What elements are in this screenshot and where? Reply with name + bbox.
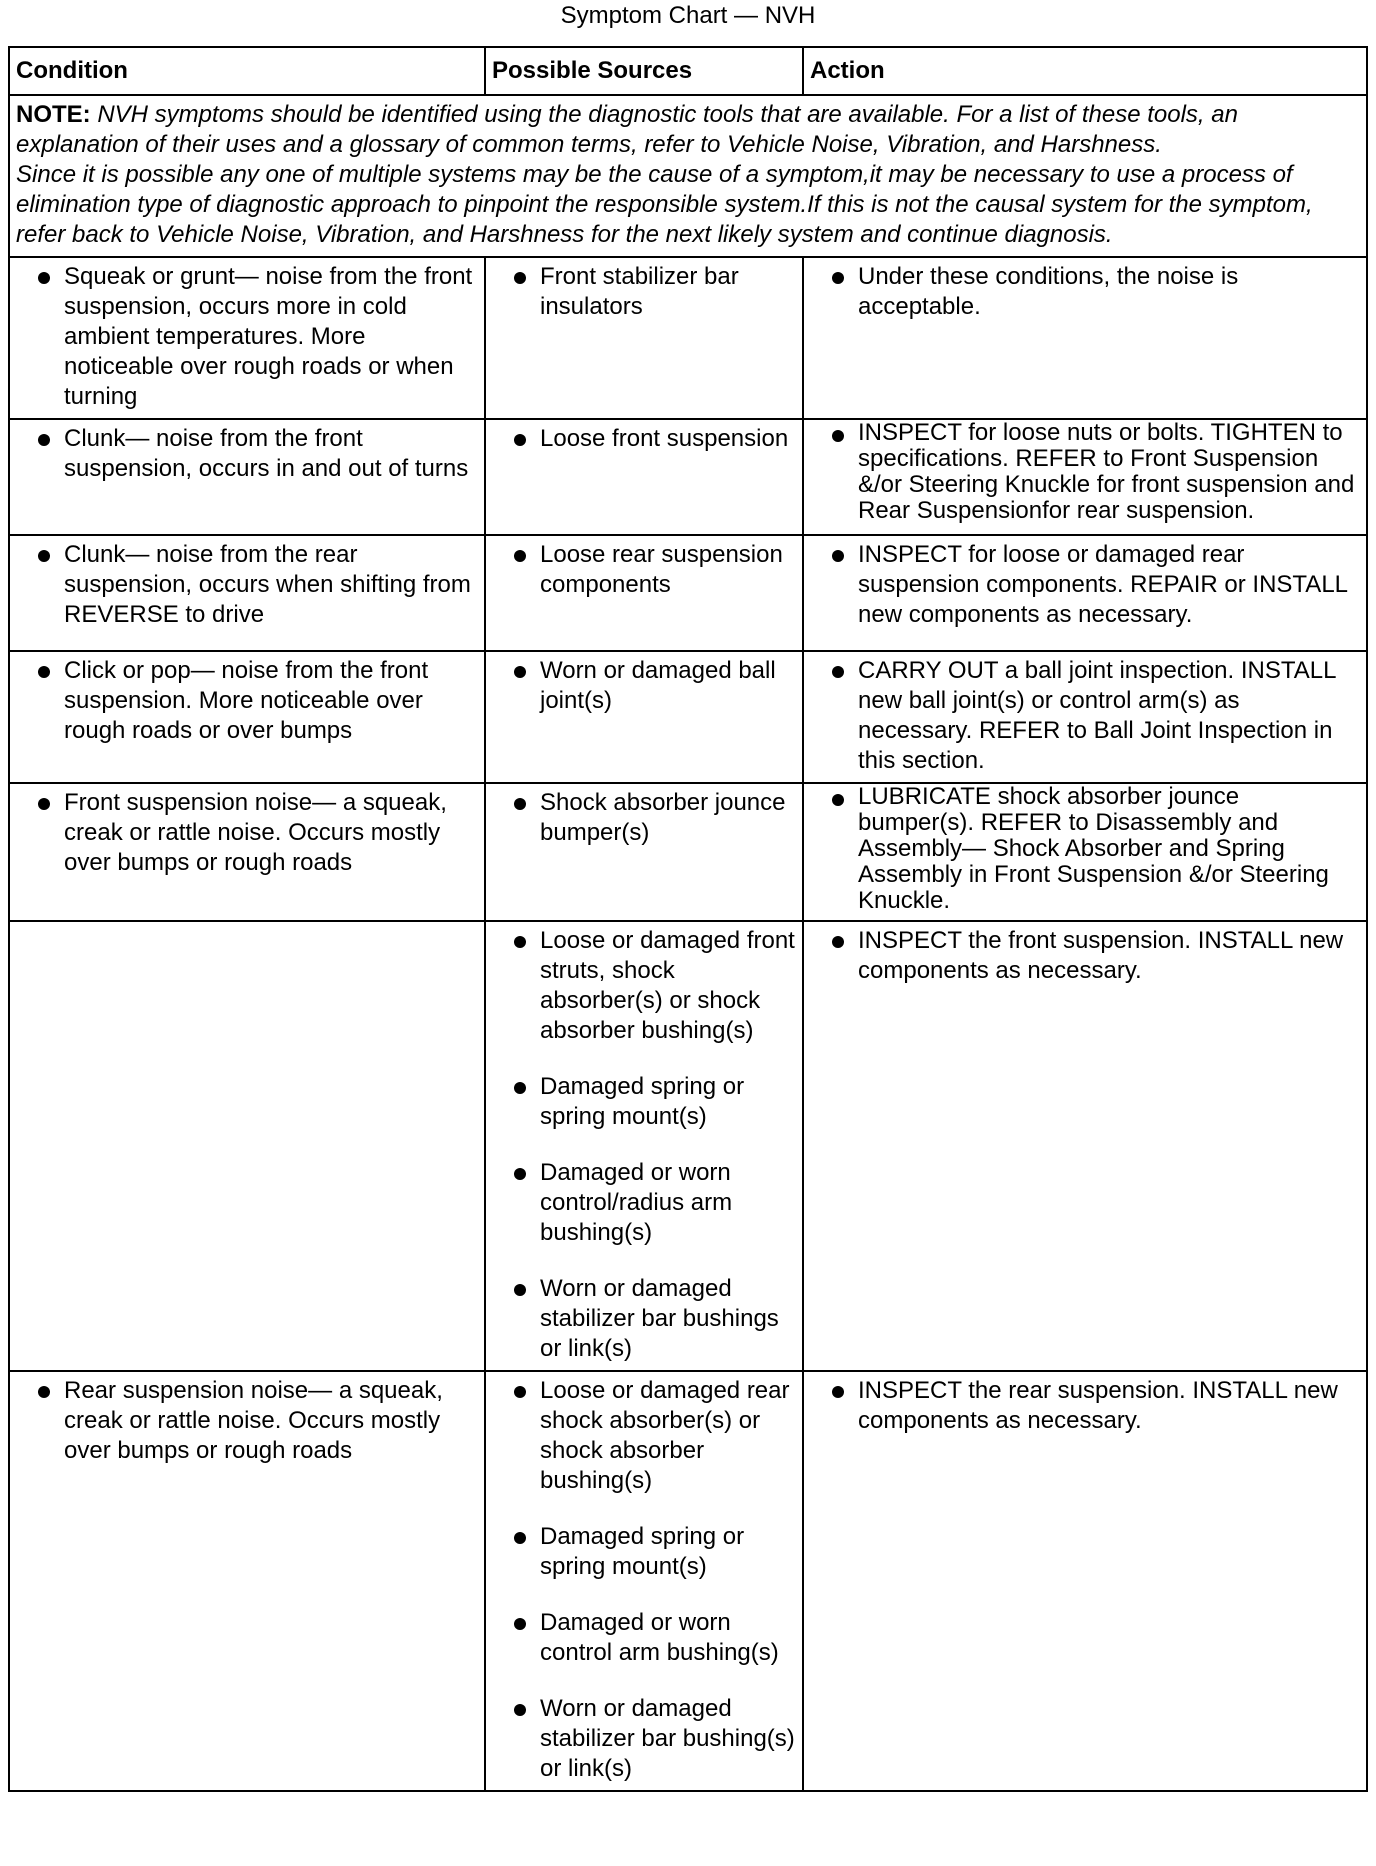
condition-item: Squeak or grunt— noise from the front suspension, occurs more in cold ambient temperatures. More noticeable over rough roads or when turning xyxy=(16,262,478,412)
action-cell xyxy=(803,535,1367,651)
table-row xyxy=(9,535,1367,651)
source-item: Front stabilizer bar insulators xyxy=(492,262,796,322)
source-item: Damaged spring or spring mount(s) xyxy=(492,1522,796,1582)
action-cell xyxy=(803,651,1367,783)
note-row xyxy=(9,95,1367,257)
note-label: NOTE: xyxy=(16,101,91,128)
note-text-1: NVH symptoms should be identified using the diagnostic tools that are available. For a list of these tools, an explanation of their uses and a glossary of common terms, refer to Vehicle Noise, Vibration, and Harshness. xyxy=(16,101,1238,158)
table-row xyxy=(9,1371,1367,1791)
condition-item: Clunk— noise from the rear suspension, occurs when shifting from REVERSE to drive xyxy=(16,540,478,630)
action-item: INSPECT the front suspension. INSTALL new components as necessary. xyxy=(810,926,1360,986)
condition-item: Click or pop— noise from the front suspension. More noticeable over rough roads or over bumps xyxy=(16,656,478,746)
action-cell xyxy=(803,419,1367,535)
condition-cell xyxy=(9,783,485,921)
action-cell xyxy=(803,921,1367,1371)
condition-cell xyxy=(9,257,485,419)
source-item: Loose front suspension xyxy=(492,424,796,454)
source-item: Damaged or worn control/radius arm bushing(s) xyxy=(492,1158,796,1248)
action-cell xyxy=(803,257,1367,419)
header-condition: Condition xyxy=(9,47,485,95)
note-text-2: Since it is possible any one of multiple systems may be the cause of a symptom,it may be necessary to use a process of elimination type of diagnostic approach to pinpoint the responsible system.If this is not the causal system for the symptom, refer back to Vehicle Noise, Vibration, and Harshness for the next likely system and continue diagnosis. xyxy=(16,161,1313,248)
condition-item: Front suspension noise— a squeak, creak or rattle noise. Occurs mostly over bumps or rough roads xyxy=(16,788,478,878)
table-row xyxy=(9,651,1367,783)
source-item: Damaged spring or spring mount(s) xyxy=(492,1072,796,1132)
condition-cell xyxy=(9,651,485,783)
source-item: Worn or damaged stabilizer bar bushings or link(s) xyxy=(492,1274,796,1364)
action-item: INSPECT for loose nuts or bolts. TIGHTEN to specifications. REFER to Front Suspension &/or Steering Knuckle for front suspension and Rear Suspensionfor rear suspension. xyxy=(810,420,1360,524)
condition-item: Clunk— noise from the front suspension, occurs in and out of turns xyxy=(16,424,478,484)
action-cell xyxy=(803,783,1367,921)
action-item: INSPECT the rear suspension. INSTALL new components as necessary. xyxy=(810,1376,1360,1436)
source-item: Worn or damaged ball joint(s) xyxy=(492,656,796,716)
sources-cell xyxy=(485,1371,803,1791)
page-title: Symptom Chart — NVH xyxy=(560,2,816,29)
symptom-chart-table xyxy=(8,46,1368,1792)
source-item: Worn or damaged stabilizer bar bushing(s) or link(s) xyxy=(492,1694,796,1784)
source-item: Loose or damaged rear shock absorber(s) or shock absorber bushing(s) xyxy=(492,1376,796,1496)
action-item: Under these conditions, the noise is acceptable. xyxy=(810,262,1360,322)
source-item: Damaged or worn control arm bushing(s) xyxy=(492,1608,796,1668)
header-possible-sources: Possible Sources xyxy=(485,47,803,95)
table-row xyxy=(9,419,1367,535)
sources-cell xyxy=(485,921,803,1371)
table-row xyxy=(9,257,1367,419)
action-item: LUBRICATE shock absorber jounce bumper(s). REFER to Disassembly and Assembly— Shock Absorber and Spring Assembly in Front Suspension &/or Steering Knuckle. xyxy=(810,784,1360,914)
table-row xyxy=(9,783,1367,921)
note-cell xyxy=(9,95,1367,257)
source-item: Loose or damaged front struts, shock absorber(s) or shock absorber bushing(s) xyxy=(492,926,796,1046)
action-item: INSPECT for loose or damaged rear suspension components. REPAIR or INSTALL new components as necessary. xyxy=(810,540,1360,630)
sources-cell xyxy=(485,419,803,535)
table-row xyxy=(9,921,1367,1371)
sources-cell xyxy=(485,535,803,651)
sources-cell xyxy=(485,257,803,419)
sources-cell xyxy=(485,783,803,921)
source-item: Shock absorber jounce bumper(s) xyxy=(492,788,796,848)
condition-item: Rear suspension noise— a squeak, creak or rattle noise. Occurs mostly over bumps or rough roads xyxy=(16,1376,478,1466)
condition-cell xyxy=(9,535,485,651)
condition-cell xyxy=(9,921,485,1371)
condition-cell xyxy=(9,1371,485,1791)
header-row xyxy=(9,47,1367,95)
condition-cell xyxy=(9,419,485,535)
sources-cell xyxy=(485,651,803,783)
action-cell xyxy=(803,1371,1367,1791)
source-item: Loose rear suspension components xyxy=(492,540,796,600)
header-action: Action xyxy=(803,47,1367,95)
action-item: CARRY OUT a ball joint inspection. INSTALL new ball joint(s) or control arm(s) as necessary. REFER to Ball Joint Inspection in this section. xyxy=(810,656,1360,776)
